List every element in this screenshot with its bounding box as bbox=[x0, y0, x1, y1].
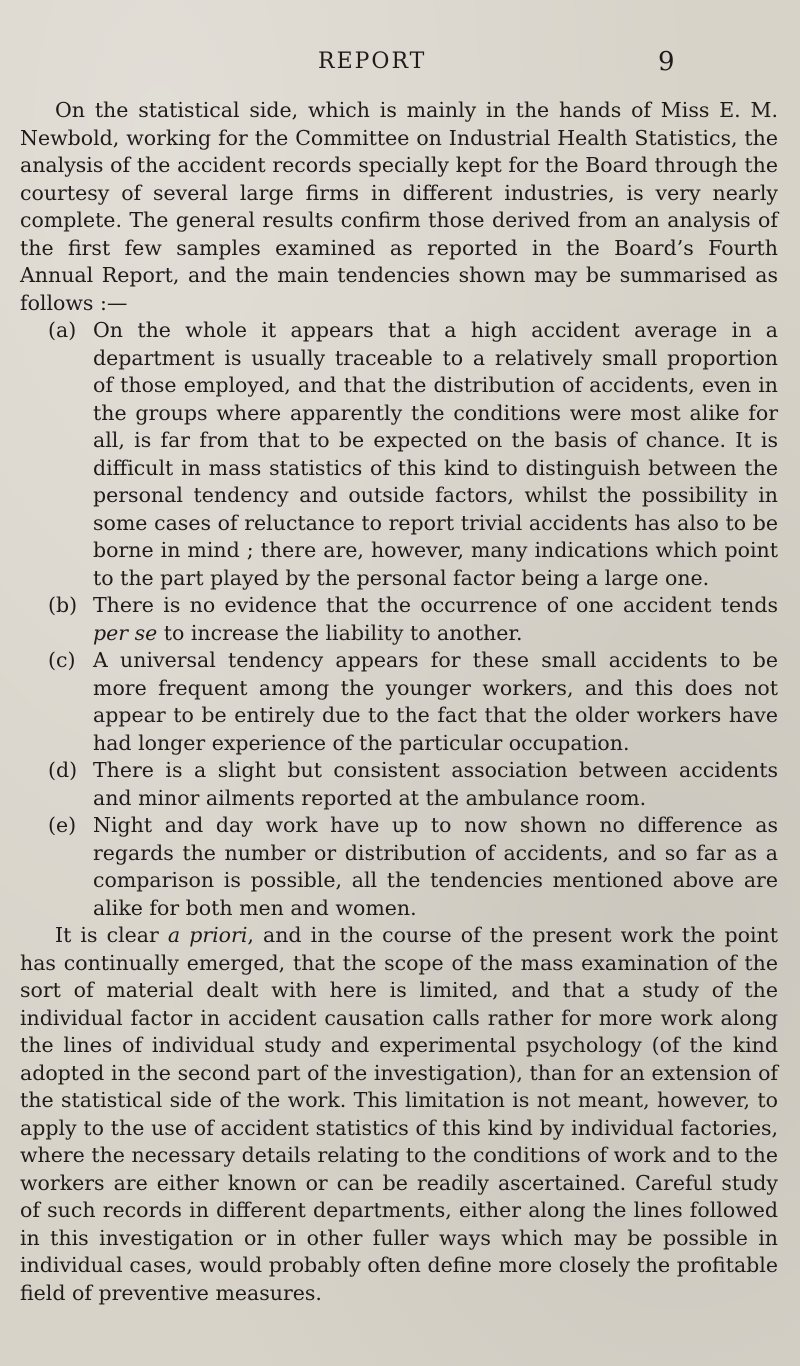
latin-phrase: a priori bbox=[167, 923, 248, 947]
finding-text: Night and day work have up to now shown no difference as regards the number or distribution of accidents, and so far as a comparison is possible, all the tendencies mentioned above are alike for both men and women. bbox=[93, 813, 778, 920]
finding-d bbox=[20, 757, 778, 812]
conclusion-text-end: , and in the course of the present work the point has continually emerged, that the scope of the mass examination of the sort of material dealt with here is limited, and that a study of the individual factor in accident causation calls rather for more work along the lines of individual study and experimental psychology (of the kind adopted in the second part of the investigation), than for an extension of the statistical side of the work. This limitation is not meant, however, to apply to the use of accident statistics of this kind by individual factories, where the necessary details relating to the conditions of work and to the workers are either known or can be readily ascertained. Careful study of such records in different departments, either along the lines followed in this investigation or in other fuller ways which may be possible in individual cases, would probably often define more closely the profitable field of preventive measures. bbox=[20, 923, 778, 1305]
finding-label: (a) bbox=[48, 318, 77, 342]
page-number: 9 bbox=[658, 47, 675, 77]
finding-text bbox=[93, 593, 778, 645]
intro-paragraph: On the statistical side, which is mainly in the hands of Miss E. M. Newbold, working for the Committee on Industrial Health Statistics, the analysis of the accident records specially kept for the Board through the courtesy of several large firms in different industries, is very nearly complete. The general results confirm those derived from an analysis of the first few samples examined as reported in the Board’s Fourth Annual Report, and the main tendencies shown may be summarised as follows :— bbox=[20, 98, 778, 315]
finding-text-end: to increase the liability to another. bbox=[157, 620, 523, 645]
finding-e bbox=[20, 812, 778, 922]
finding-b bbox=[20, 592, 778, 647]
finding-a bbox=[20, 317, 778, 592]
header-title: REPORT bbox=[318, 49, 427, 74]
finding-text: There is a slight but consistent association between accidents and minor ailments reported at the ambulance room. bbox=[93, 758, 778, 810]
finding-label: (e) bbox=[48, 813, 77, 837]
finding-label: (c) bbox=[48, 648, 76, 672]
finding-text: On the whole it appears that a high accident average in a department is usually traceable to a relatively small proportion of those employed, and that the distribution of accidents, even in the groups where apparently the conditions were most alike for all, is far from that to be expected on the basis of chance. It is difficult in mass statistics of this kind to distinguish between the personal tendency and outside factors, whilst the possibility in some cases of reluctance to report trivial accidents has also to be borne in mind ; there are, however, many indications which point to the part played by the personal factor being a large one. bbox=[93, 318, 778, 590]
findings-list bbox=[20, 317, 778, 922]
finding-c bbox=[20, 647, 778, 757]
report-body bbox=[20, 97, 778, 1307]
finding-text-start: There is no evidence that the occurrence of one accident tends bbox=[93, 593, 778, 617]
conclusion-text-start: It is clear bbox=[55, 923, 168, 947]
finding-label: (b) bbox=[48, 593, 78, 617]
finding-text: A universal tendency appears for these small accidents to be more frequent among the younger workers, and this does not appear to be entirely due to the fact that the older workers have had longer experience of the particular occupation. bbox=[93, 648, 778, 755]
finding-label: (d) bbox=[48, 758, 78, 782]
running-head bbox=[0, 49, 800, 89]
conclusion-paragraph bbox=[20, 922, 778, 1307]
latin-phrase: per se bbox=[93, 620, 158, 645]
